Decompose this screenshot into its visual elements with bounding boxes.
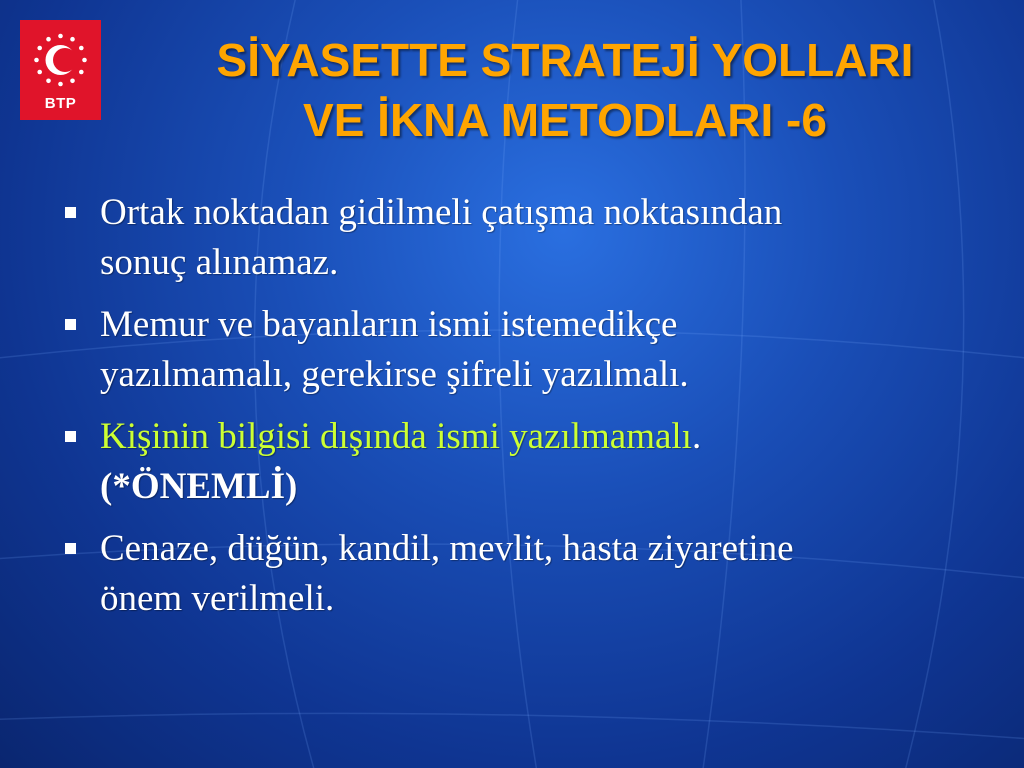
important-note: (*ÖNEMLİ) xyxy=(100,466,298,507)
bullet-item xyxy=(60,412,980,512)
logo-text: BTP xyxy=(44,95,77,112)
highlighted-text: Kişinin bilgisi dışında ismi yazılmamalı xyxy=(100,416,692,457)
bullet-text xyxy=(100,412,980,462)
bullet-item xyxy=(60,188,980,288)
square-bullet-icon xyxy=(65,319,76,330)
bullet-text: Ortak noktadan gidilmeli çatışma noktasından xyxy=(100,192,783,233)
bullet-text: Memur ve bayanların ismi istemedikçe xyxy=(100,304,678,345)
bullet-text: sonuç alınamaz. xyxy=(100,242,339,283)
bullet-text: önem verilmeli. xyxy=(100,578,335,619)
bullet-list xyxy=(60,188,980,636)
bullet-period: . xyxy=(691,416,702,457)
title-line-2: VE İKNA METODLARI -6 xyxy=(303,94,827,146)
crescent-and-stars-icon xyxy=(20,20,101,100)
title-line-1: SİYASETTE STRATEJİ YOLLARI xyxy=(216,34,914,86)
btp-logo xyxy=(20,20,101,120)
square-bullet-icon xyxy=(65,543,76,554)
bullet-text: yazılmamalı, gerekirse şifreli yazılmalı. xyxy=(100,354,689,395)
bullet-item xyxy=(60,300,980,400)
slide-title xyxy=(110,30,1020,150)
square-bullet-icon xyxy=(65,431,76,442)
bullet-item xyxy=(60,524,980,624)
bullet-text: Cenaze, düğün, kandil, mevlit, hasta ziyaretine xyxy=(100,528,794,569)
square-bullet-icon xyxy=(65,207,76,218)
